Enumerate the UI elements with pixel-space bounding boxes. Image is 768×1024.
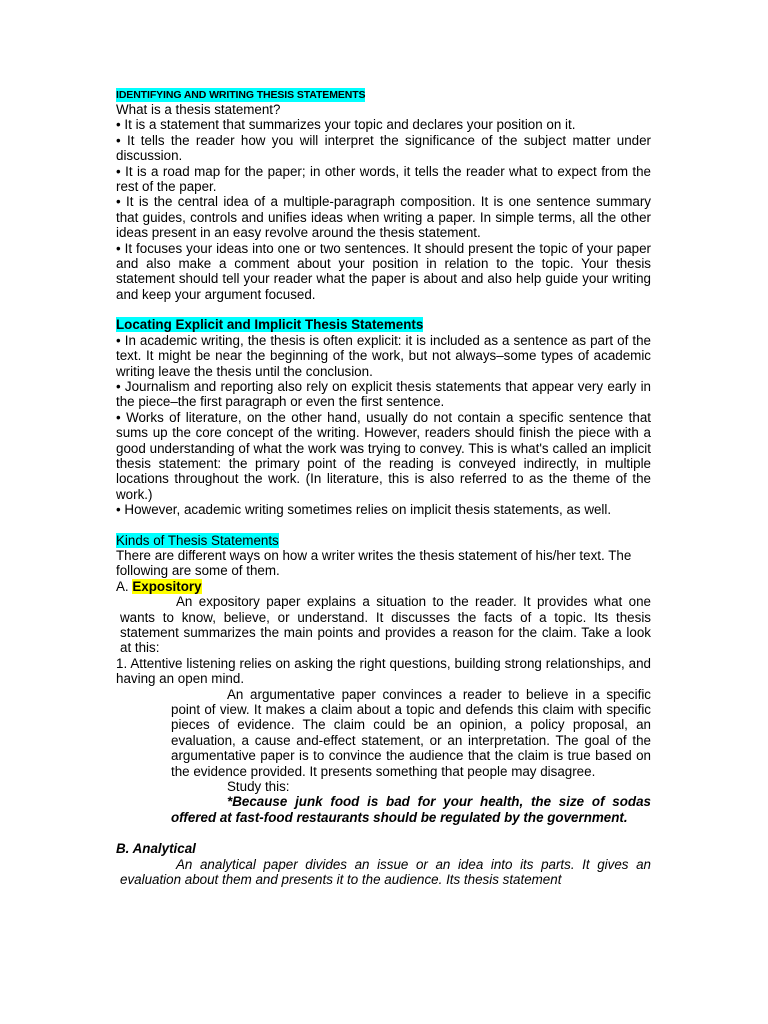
example-argumentative: *Because junk food is bad for your health, the size of sodas offered at fast-food restaurants should be regulated by the government.: [171, 794, 651, 825]
label-prefix: A.: [116, 578, 133, 594]
doc-title: IDENTIFYING AND WRITING THESIS STATEMENTS: [116, 89, 366, 101]
section-heading-explicit-implicit: Locating Explicit and Implicit Thesis Statements: [116, 317, 424, 333]
list-item: • It is a road map for the paper; in other words, it tells the reader what to expect from the rest of the paper.: [116, 163, 651, 195]
list-item: • However, academic writing sometimes relies on implicit thesis statements, as well.: [116, 502, 612, 518]
doc-title-line: [116, 86, 651, 102]
argumentative-block: [171, 687, 651, 826]
list-item: • It focuses your ideas into one or two sentences. It should present the topic of your paper and also make a comment about your position in relation to the topic. Your thesis statement should tell your reader what the paper is about and also help guide your writing and keep your argument focused.: [116, 240, 651, 302]
list-item: • It tells the reader how you will interpret the significance of the subject matter under discussion.: [116, 132, 651, 164]
example-expository: 1. Attentive listening relies on asking the right questions, building strong relationships, and having an open mind.: [116, 655, 651, 687]
list-item: • It is a statement that summarizes your topic and declares your position on it.: [116, 117, 576, 133]
spacer: [116, 302, 651, 317]
list-item: • Works of literature, on the other hand, usually do not contain a specific sentence that sums up the core concept of the writing. However, readers should finish the piece with a good understanding of what the work was trying to convey. This is what's called an implicit thesis statement: the primary point of the reading is conveyed indirectly, in multiple locations throughout the work. (In literature, this is also referred to as the theme of the work.): [116, 409, 651, 502]
spacer: [116, 825, 651, 841]
spacer: [116, 518, 651, 533]
argumentative-paragraph: An argumentative paper convinces a reader to believe in a specific point of view. It makes a claim about a topic and defends this claim with specific pieces of evidence. The claim could be an opinion, a policy proposal, an evaluation, a cause and-effect statement, or an interpretation. The goal of the argumentative paper is to convince the audience that the claim is true based on the evidence provided. It presents something that people may disagree.: [171, 686, 651, 779]
expository-label-line: [116, 579, 651, 594]
expository-paragraph: An expository paper explains a situation to the reader. It provides what one wants to know, believe, or understand. It discusses the facts of a topic. Its thesis statement summarizes the main points and provides a reason for the claim. Take a look at this:: [120, 594, 651, 656]
list-item: • In academic writing, the thesis is often explicit: it is included as a sentence as part of the text. It might be near the beginning of the work, but not always–some types of academic writing leave the thesis until the conclusion.: [116, 332, 651, 379]
analytical-paragraph: An analytical paper divides an issue or an idea into its parts. It gives an evaluation about them and presents it to the audience. Its thesis statement: [120, 856, 651, 888]
section-heading-kinds: Kinds of Thesis Statements: [116, 532, 279, 548]
list-item: • It is the central idea of a multiple-paragraph composition. It is one sentence summary that guides, controls and unifies ideas when writing a paper. In simple terms, all the other ideas present in an easy revolve around the thesis statement.: [116, 194, 651, 241]
study-label: Study this:: [227, 779, 290, 795]
analytical-heading: B. Analytical: [116, 841, 196, 857]
list-item: • Journalism and reporting also rely on explicit thesis statements that appear very early in the piece–the first paragraph or even the first sentence.: [116, 378, 651, 410]
section-heading-line: [116, 317, 651, 332]
kinds-intro: There are different ways on how a writer writes the thesis statement of his/her text. The following are some of them.: [116, 547, 632, 579]
question-line: What is a thesis statement?: [116, 102, 281, 117]
section-heading-line: [116, 533, 651, 548]
expository-label: Expository: [132, 578, 202, 594]
